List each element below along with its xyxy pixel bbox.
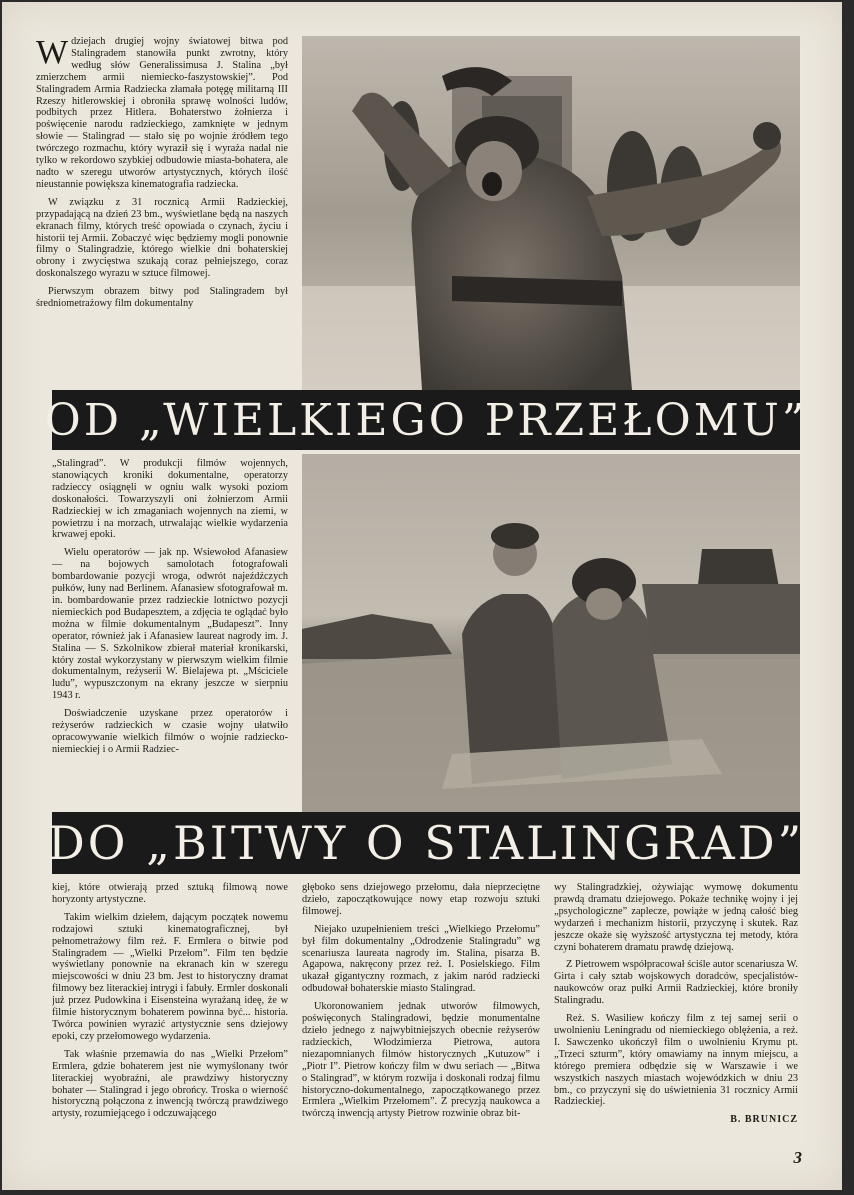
article-paragraph: głęboko sens dziejowego przełomu, dała nieprzeciętne dzieło, zapoczątkowujące nowy etap rozwoju sztuki filmowej. (302, 882, 540, 917)
headline-banner-1: OD „WIELKIEGO PRZEŁOMU” (52, 390, 800, 450)
article-paragraph: W związku z 31 rocznicą Armii Radzieckiej, przypadającą na dzień 23 bm., wyświetlane będą na naszych ekranach filmy, których treść opowiada o czynach, życiu i historii tej Armii. Zobaczyć więc będziemy mogli ponownie filmy o Stalingradzie, którego wielkie dni bohaterskiej obrony i zwycięstwa szukają coraz pełniejszego, coraz doskonalszego wyrazu w sztuce filmowej. (36, 196, 288, 280)
article-paragraph: wy Stalingradzkiej, ożywiając wymowę dokumentu prawdą dramatu dziejowego. Pokaże technikę wojny i jej „psychologiczne” zaplecze, powiąże w jedną całość bieg wydarzeń i mechanizm historii, przyczynę i skutek. Raz jeszcze okaże się wyższość artystyczna tej metody, która czyni bohaterem dramatu prawdę dziejową. (554, 882, 798, 953)
article-paragraph: Z Pietrowem współpracował ściśle autor scenariusza W. Girta i cały sztab wojskowych doradców, specjalistów-naukowców oraz pułki Armii Radzieckiej, które broniły Stalingradu. (554, 959, 798, 1007)
magazine-page (2, 2, 842, 1190)
article-column-top (36, 36, 288, 382)
soldier-photo-image (302, 36, 800, 390)
photo-cheering-soldier (302, 36, 800, 390)
article-column-bottom-1 (52, 882, 288, 1152)
photo-wading-soldiers (302, 454, 800, 812)
article-paragraph: Reż. S. Wasiliew kończy film z tej samej serii o uwolnieniu Leningradu od niemieckiego oblężenia, a reż. I. Sawczenko ukończył film o uwolnieniu Krymu pt. „Trzeci szturm”, który omawiamy na innym miejscu, a którego premiera odbędzie się w Warszawie i we wszystkich naszych miastach wojewódzkich w dniu 23 bm., co przyczyni się do uświetnienia 31 rocznicy Armii Radzieckiej. (554, 1013, 798, 1108)
article-paragraph: „Stalingrad”. W produkcji filmów wojennych, stanowiących kroniki dokumentalne, operatorzy radzieccy osiągnęli w ogniu walk wysoki poziom doskonałości. Towarzyszyli oni żołnierzom Armii Radzieckiej w ich zmaganiach wojennych na ziemi, w powietrzu i na morzach, utrwalając wielkie wydarzenia krwawej epoki. (52, 458, 288, 541)
article-paragraph: Wdziejach drugiej wojny światowej bitwa pod Stalingradem stanowiła punkt zwrotny, który według słów Generalissimusa J. Stalina „był zmierzchem armii niemiecko-faszystowskiej”. Pod Stalingradem Armia Radziecka złamała potęgę militarną III Rzeszy hitlerowskiej i obroniła sprawę wolności ludów, podbitych przez Hitlera. Bohaterstwo żołnierza i poświęcenie narodu radzieckiego, zamknięte w jednym słowie — Stalingrad — stało się po wojnie źródłem tego twórczego rozmachu, który wyraził się i wyraża nadal nie tylko w rekordowo szybkiej odbudowie miasta-bohatera, ale nadto w szeregu utworów artystycznych, których ilość nieustannie powiększa kinematografia radziecka. (36, 36, 288, 190)
drop-cap: W (36, 36, 69, 71)
article-paragraph: Tak właśnie przemawia do nas „Wielki Przełom” Ermlera, gdzie bohaterem jest nie wymyślonany twór literackiej wyobraźni, ale prawdziwy historyczny bohater — Stalingrad i jego obrońcy. Troska o wierność historyczną połączona z inwencją twórczą prawdziwego artysty, rozumiejącego i odczuwającego (52, 1048, 288, 1120)
article-paragraph: Wielu operatorów — jak np. Wsiewołod Afanasiew — na bojowych samolotach fotografowali bombardowanie pozycji wroga, odwrót najeźdźczych pułków, łuny nad Berlinem. Afanasiew sfotografował m. in. bombardowanie przez radzieckie lotnictwo pozycji niemieckich pod Budapesztem, a zdjęcia te oglądać było można w filmie dokumentalnym „Budapeszt”. Inny operator, również jak i Afanasiew laureat nagrody im. J. Stalina — S. Szkolnikow zbierał materiał kronikarski, który został wykorzystany w pierwszym wielkim filmie dokumentalnym, reżyserii W. Bielajewa pt. „Mściciele ludu”, wypuszczonym na ekrany jeszcze w sierpniu 1943 r. (52, 547, 288, 702)
wading-photo-image (302, 454, 800, 812)
headline-banner-2: DO „BITWY O STALINGRAD” (52, 812, 800, 874)
article-paragraph: Ukoronowaniem jednak utworów filmowych, poświęconych Stalingradowi, będzie monumentalne dzieło jednego z najwybitniejszych obecnie reżyserów radzieckich, Włodzimierza Pietrowa, autora niezapomnianych filmów historycznych „Kutuzow” i „Piotr I”. Pietrow kończy film w dwu seriach — „Bitwa o Stalingrad”, w którym rozwija i doskonali rodzaj filmu historyczno-dokumentalnego, zapoczątkowanego przez Ermlera „Wielkim Przełomem”. Z precyzją naukowca a twórczą inwencją artysty Pietrow rozwinie obraz bit- (302, 1001, 540, 1120)
author-signature: B. BRUNICZ (730, 1114, 798, 1126)
article-paragraph: Niejako uzupełnieniem treści „Wielkiego Przełomu” był film dokumentalny „Odrodzenie Stalingradu” wg scenariusza laureata nagrody im. Stalina, pisarza B. Agapowa, nakręcony przez reż. I. Posielskiego. Film ukazał gigantyczny rozmach, z jakim naród radziecki odbudował bohaterskie miasto Stalingrad. (302, 923, 540, 995)
article-paragraph: Pierwszym obrazem bitwy pod Stalingradem był średniometrażowy film dokumentalny (36, 286, 288, 310)
article-paragraph: Takim wielkim dziełem, dającym początek nowemu rodzajowi sztuki kinematograficznej, był pełnometrażowy film reż. F. Ermlera o bitwie pod Stalingradem — „Wielki Przełom”. Film ten będzie wyświetlany ponownie na ekranach kin w szeregu miejscowości w dniu 23 bm. Jest to historyczny dramat filmowy bez literackiej intrygi i fabuły. Ermler doskonali już przez Pudowkina i Eisensteina wyrażaną ideę, że w filmie historycznym bohaterem powinna być... historia. Twórca powinien wyrazić artystycznie sens dziejowy epoki, czy przełomowego wydarzenia. (52, 911, 288, 1042)
page-number: 3 (793, 1148, 802, 1167)
article-column-bottom-3 (554, 882, 798, 1154)
article-column-middle (52, 458, 288, 808)
article-paragraph: kiej, które otwierają przed sztuką filmową nowe horyzonty artystyczne. (52, 882, 288, 905)
article-paragraph: Doświadczenie uzyskane przez operatorów i reżyserów radzieckich w czasie wojny ułatwiło opracowywanie wielkich filmów o wojnie radziecko-niemieckiej i o Armii Radziec- (52, 708, 288, 755)
article-column-bottom-2 (302, 882, 540, 1152)
